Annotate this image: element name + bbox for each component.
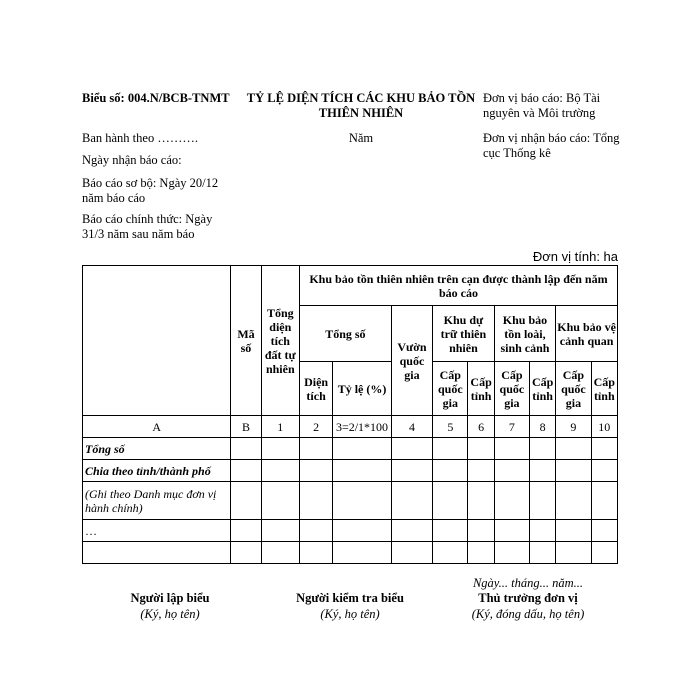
col-header-tong-dien-tich: Tổng diện tích đất tự nhiên — [261, 266, 299, 416]
table-row — [83, 542, 618, 564]
document-title: TỶ LỆ DIỆN TÍCH CÁC KHU BẢO TỒN THIÊN NHIÊN — [246, 91, 476, 120]
preliminary-report: Báo cáo sơ bộ: Ngày 20/12 năm báo cáo — [82, 176, 219, 205]
row-label: (Ghi theo Danh mục đơn vị hành chính) — [83, 482, 231, 520]
code-cell: 8 — [530, 416, 556, 438]
code-cell: 3=2/1*100 — [333, 416, 392, 438]
checker-title: Người kiểm tra biểu — [296, 591, 404, 605]
code-cell: 1 — [261, 416, 299, 438]
code-cell: 10 — [591, 416, 617, 438]
col-header-loai-tinh: Cấp tỉnh — [530, 362, 556, 416]
group-header-tong-so: Tổng số — [299, 306, 391, 362]
form-number: Biểu số: 004.N/BCB-TNMT — [82, 91, 230, 105]
checker-note: (Ký, họ tên) — [320, 607, 380, 621]
table-row — [83, 438, 618, 460]
group-header-khu-canh-quan: Khu bảo vệ cảnh quan — [556, 306, 618, 362]
code-cell: 5 — [433, 416, 468, 438]
col-header-a — [83, 266, 231, 416]
head-title: Thủ trưởng đơn vị — [478, 591, 578, 605]
col-header-ma-so: Mã số — [231, 266, 261, 416]
table-row — [83, 520, 618, 542]
signature-date: Ngày... tháng... năm... — [472, 576, 584, 590]
code-cell: 7 — [494, 416, 529, 438]
col-header-canh-quan-tinh: Cấp tỉnh — [591, 362, 617, 416]
col-header-dien-tich: Diện tích — [299, 362, 332, 416]
code-cell: 4 — [391, 416, 432, 438]
col-header-ty-le: Tỷ lệ (%) — [333, 362, 392, 416]
code-cell: A — [83, 416, 231, 438]
col-header-canh-quan-quoc-gia: Cấp quốc gia — [556, 362, 591, 416]
table-row — [83, 460, 618, 482]
group-header-khu-loai: Khu bảo tồn loài, sinh cảnh — [494, 306, 556, 362]
col-header-du-tru-quoc-gia: Cấp quốc gia — [433, 362, 468, 416]
row-label: Tổng số — [83, 438, 231, 460]
issued-by: Ban hành theo ………. — [82, 131, 198, 145]
group-header-khu-bao-ton: Khu bảo tồn thiên nhiên trên cạn được thành lập đến năm báo cáo — [299, 266, 617, 306]
unit-label: Đơn vị tính: ha — [532, 249, 618, 264]
code-cell: 9 — [556, 416, 591, 438]
report-year: Năm — [348, 131, 374, 145]
report-table — [82, 265, 618, 564]
official-report: Báo cáo chính thức: Ngày 31/3 năm sau năm báo — [82, 212, 213, 241]
table-row — [83, 482, 618, 520]
col-header-loai-quoc-gia: Cấp quốc gia — [494, 362, 529, 416]
preparer-note: (Ký, họ tên) — [140, 607, 200, 621]
head-note: (Ký, đóng dấu, họ tên) — [471, 607, 585, 621]
signature-head — [448, 590, 608, 622]
row-label: … — [83, 520, 231, 542]
code-cell: B — [231, 416, 261, 438]
signature-checker — [270, 590, 430, 622]
code-cell: 2 — [299, 416, 332, 438]
received-date: Ngày nhận báo cáo: — [82, 153, 182, 167]
reporting-unit: Đơn vị báo cáo: Bộ Tài nguyên và Môi trường — [483, 91, 601, 120]
code-row — [83, 416, 618, 438]
receiving-unit: Đơn vị nhận báo cáo: Tổng cục Thống kê — [483, 131, 620, 160]
col-header-du-tru-tinh: Cấp tỉnh — [468, 362, 494, 416]
row-label — [83, 542, 231, 564]
group-header-khu-du-tru: Khu dự trữ thiên nhiên — [433, 306, 495, 362]
row-label: Chia theo tỉnh/thành phố — [83, 460, 231, 482]
signature-preparer — [100, 590, 240, 622]
col-header-vuon-quoc-gia: Vườn quốc gia — [391, 306, 432, 416]
code-cell: 6 — [468, 416, 494, 438]
preparer-title: Người lập biểu — [130, 591, 210, 605]
